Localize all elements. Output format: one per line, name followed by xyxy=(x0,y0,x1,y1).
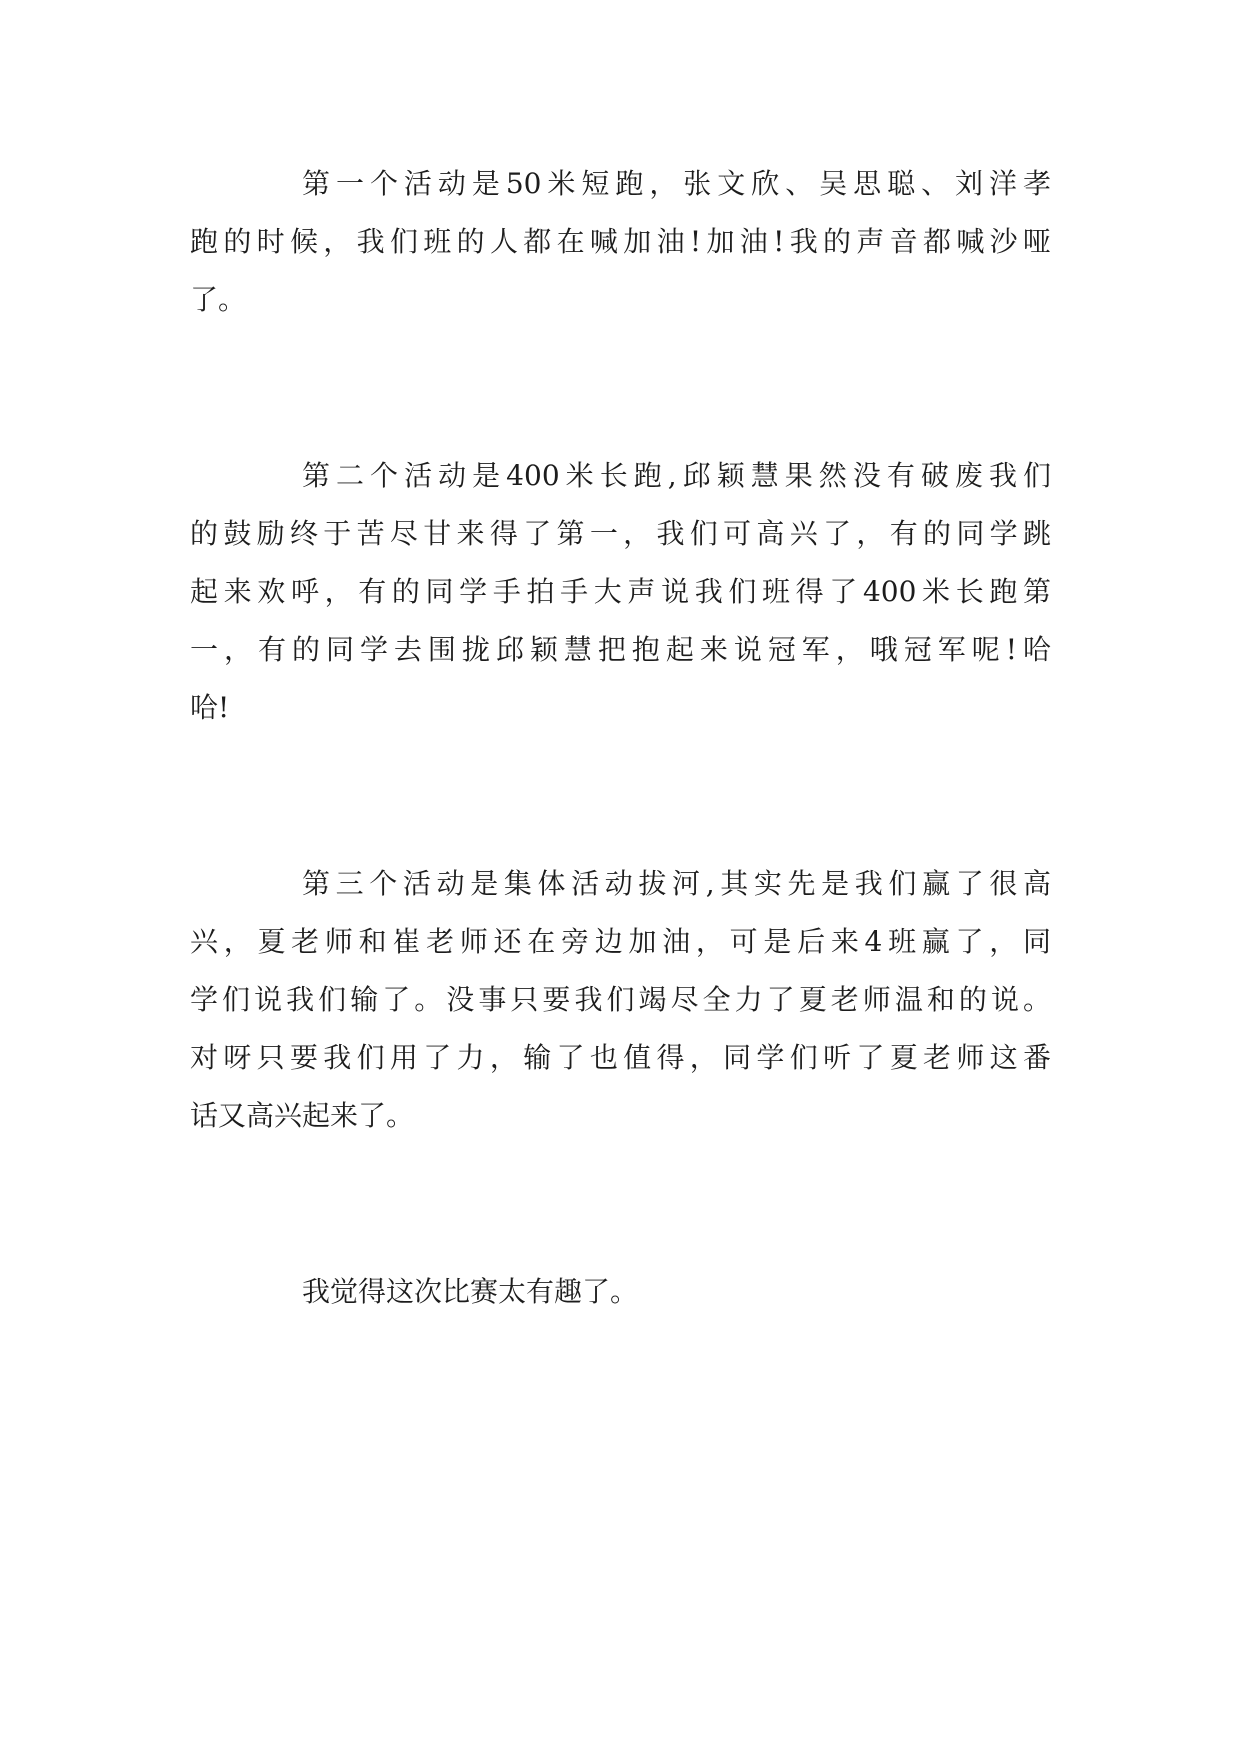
text-line: 我觉得这次比赛太有趣了。 xyxy=(302,1275,639,1308)
text-line: 话又高兴起来了。 xyxy=(190,1099,415,1132)
text-line: 起来欢呼，有的同学手拍手大声说我们班得了400米长跑第 xyxy=(190,575,1051,608)
text-line: 兴，夏老师和崔老师还在旁边加油，可是后来4班赢了，同 xyxy=(190,925,1051,958)
text-line: 了。 xyxy=(190,283,247,316)
text-line: 学们说我们输了。没事只要我们竭尽全力了夏老师温和的说。 xyxy=(190,983,1051,1016)
paragraph-50m-sprint xyxy=(190,155,1051,329)
paragraph-conclusion xyxy=(190,1263,1051,1321)
document-body xyxy=(190,155,1051,1321)
text-line: 第一个活动是50米短跑，张文欣、吴思聪、刘洋孝 xyxy=(302,167,1051,200)
text-line: 第三个活动是集体活动拔河,其实先是我们赢了很高 xyxy=(302,867,1051,900)
paragraph-tug-of-war xyxy=(190,855,1051,1145)
paragraph-400m-run xyxy=(190,447,1051,737)
text-line: 对呀只要我们用了力，输了也值得，同学们听了夏老师这番 xyxy=(190,1041,1051,1074)
text-line: 哈! xyxy=(190,691,230,724)
text-line: 第二个活动是400米长跑,邱颖慧果然没有破废我们 xyxy=(302,459,1051,492)
text-line: 的鼓励终于苦尽甘来得了第一，我们可高兴了，有的同学跳 xyxy=(190,517,1051,550)
text-line: 一，有的同学去围拢邱颖慧把抱起来说冠军，哦冠军呢!哈 xyxy=(190,633,1051,666)
text-line: 跑的时候，我们班的人都在喊加油!加油!我的声音都喊沙哑 xyxy=(190,225,1051,258)
